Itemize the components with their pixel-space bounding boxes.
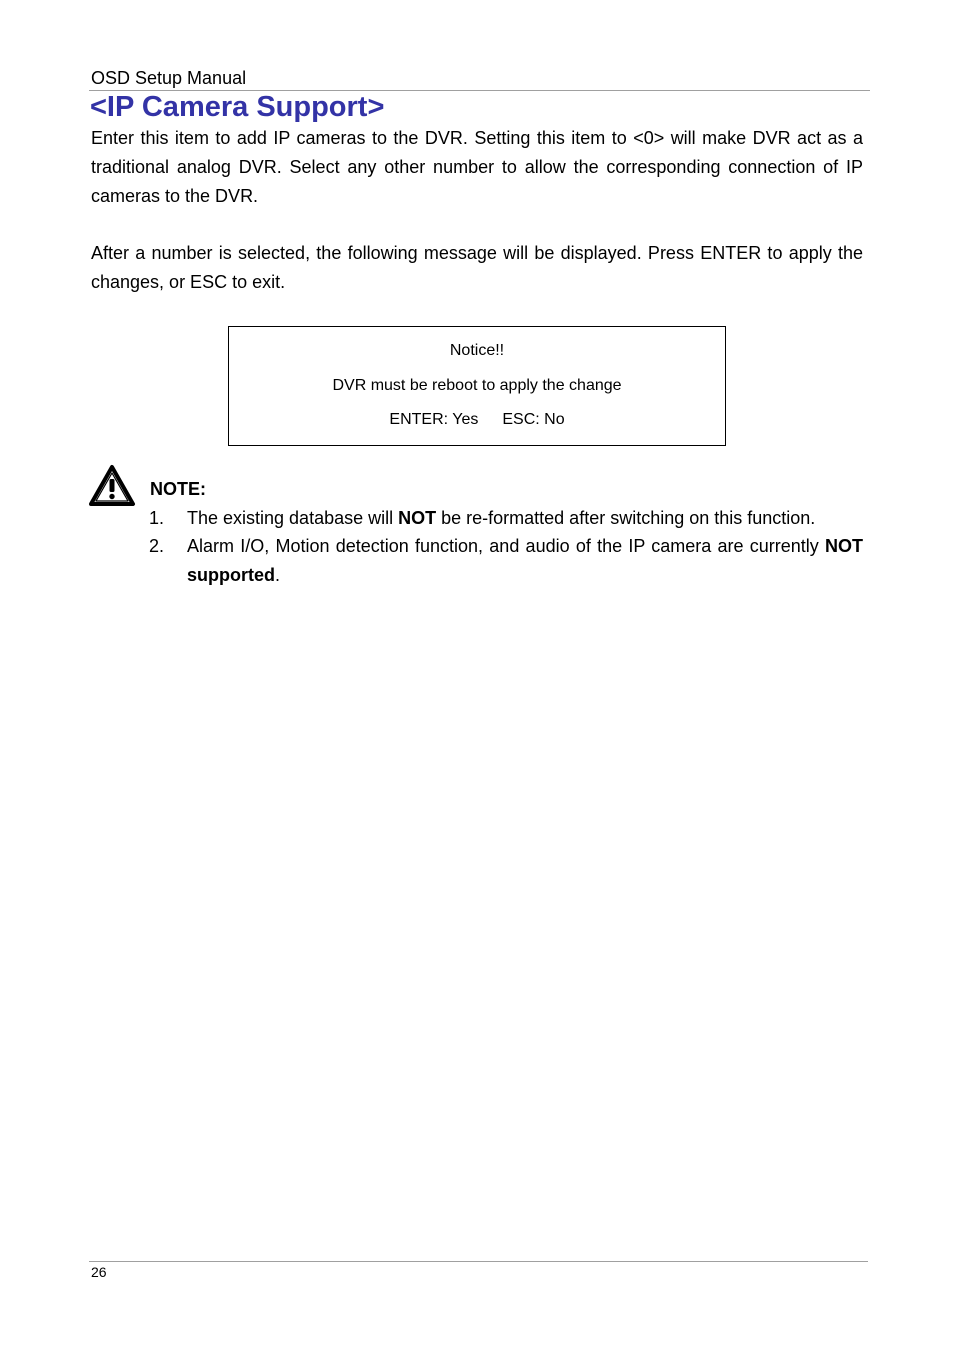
instruction-paragraph: After a number is selected, the following message will be displayed. Press ENTER to apply the changes, or ESC to exit. bbox=[91, 243, 863, 292]
note-emphasis: NOT bbox=[398, 508, 437, 528]
warning-triangle-icon bbox=[88, 464, 136, 508]
enter-yes-option: ENTER: Yes bbox=[389, 411, 479, 428]
page-number: 26 bbox=[91, 1264, 107, 1280]
manual-header-title: OSD Setup Manual bbox=[91, 68, 247, 88]
intro-paragraph: Enter this item to add IP cameras to the DVR. Setting this item to <0> will make DVR act as a traditional analog DVR. Select any other number to allow the corresponding connection of IP cameras to the DVR. bbox=[91, 128, 863, 206]
notice-message: DVR must be reboot to apply the change bbox=[332, 377, 622, 394]
note-item-text: Alarm I/O, Motion detection function, and audio of the IP camera are currently NOT supported. bbox=[187, 536, 863, 585]
section-title: <IP Camera Support> bbox=[90, 91, 385, 123]
note-emphasis: NOT supported bbox=[187, 536, 863, 585]
notice-options bbox=[229, 410, 725, 430]
footer-divider bbox=[89, 1261, 868, 1262]
note-heading: NOTE: bbox=[150, 479, 206, 499]
notice-heading: Notice!! bbox=[449, 342, 505, 359]
note-list-item bbox=[149, 532, 863, 592]
note-item-number: 2. bbox=[149, 536, 165, 556]
note-item-number: 1. bbox=[149, 508, 165, 528]
esc-no-option: ESC: No bbox=[502, 411, 565, 428]
note-item-text: The existing database will NOT be re-formatted after switching on this function. bbox=[187, 508, 816, 528]
note-list-item bbox=[149, 504, 863, 534]
notice-dialog bbox=[228, 326, 726, 446]
